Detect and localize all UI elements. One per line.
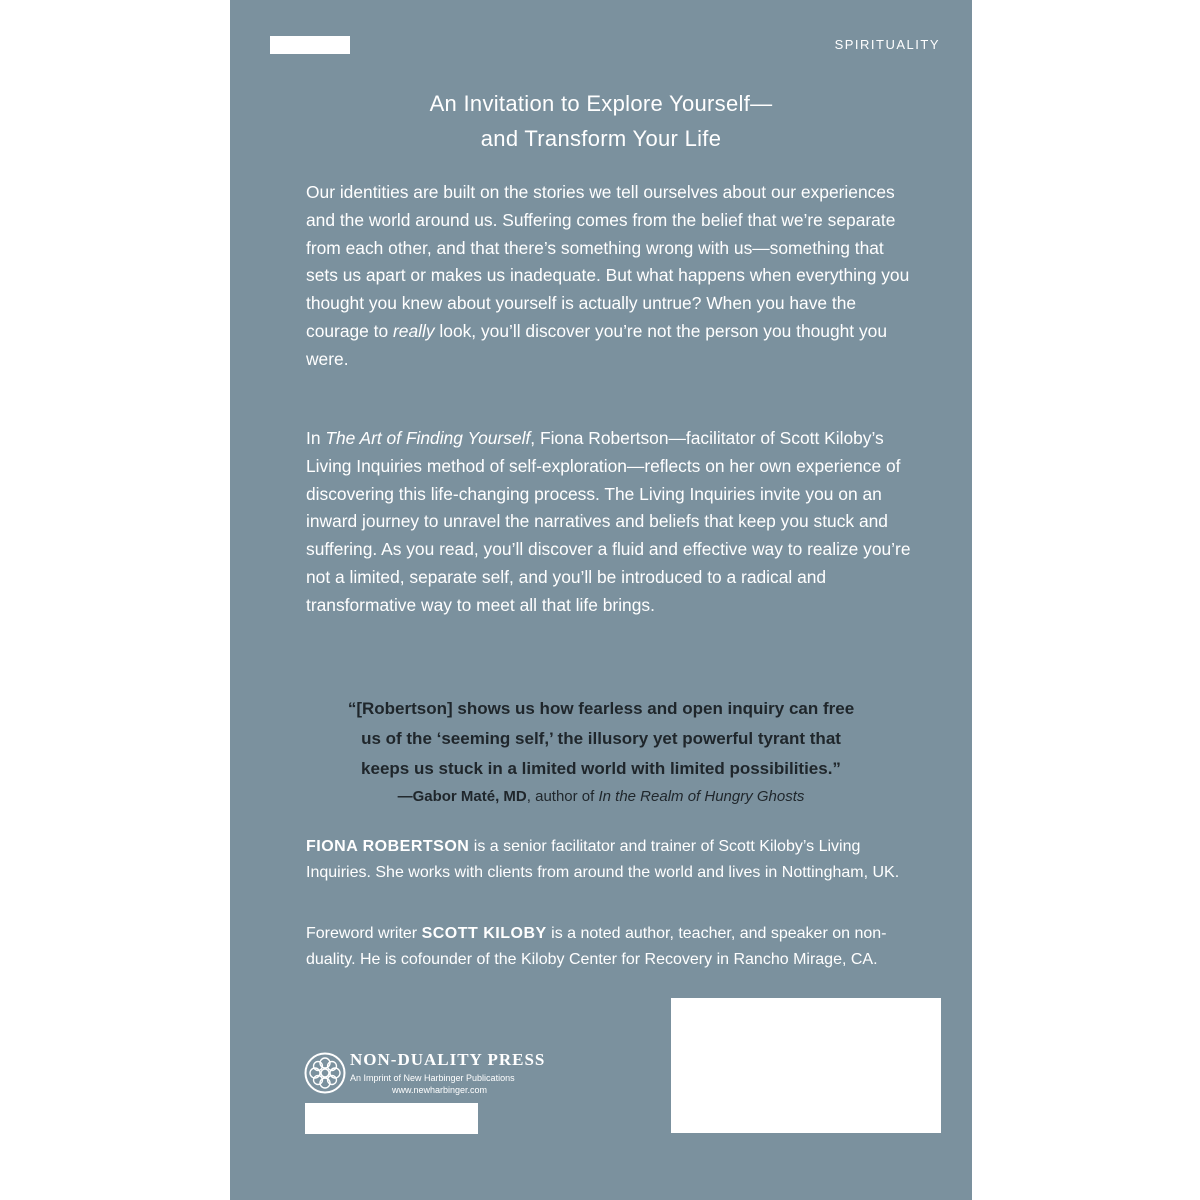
description-text-2: , Fiona Robertson—facilitator of Scott Kiloby’s Living Inquiries method of self-exploration—reflects on her own experience of discovering this life-changing process. The Living Inquiries invite you on an inward journey to unravel the narratives and beliefs that keep you stuck and suffering. As you read, you’ll discover a fluid and effective way to realize you’re not a limited, separate self, and you’ll be introduced to a radical and transformative way to meet all that life brings. [306,428,911,615]
quote-line-2: us of the ‘seeming self,’ the illusory yet powerful tyrant that [361,729,841,748]
description-paragraph-2 [306,425,916,620]
foreword-name: SCOTT KILOBY [421,925,547,942]
foreword-bio-text: is a noted author, teacher, and speaker on non-duality. He is cofounder of the Kiloby Center for Recovery in Rancho Mirage, CA. [306,925,887,968]
quote-line-3: keeps us stuck in a limited world with limited possibilities.” [361,759,841,778]
description-text-1b: look, you’ll discover you’re not the person you thought you were. [306,320,888,369]
description-prefix: In [306,428,326,448]
publisher-block [304,1050,604,1098]
endorser-name: —Gabor Maté, MD [397,788,527,805]
publisher-url: www.newharbinger.com [392,1085,488,1095]
isbn-sticker-blank [305,1103,478,1134]
description-paragraph-1 [306,179,916,374]
publisher-imprint: An Imprint of New Harbinger Publications [350,1073,515,1083]
headline-line-1: An Invitation to Explore Yourself— [429,91,773,116]
endorser-book: In the Realm of Hungry Ghosts [598,788,805,805]
author-bio [306,834,906,886]
mandala-logo-icon [304,1052,346,1094]
quote-line-1: “[Robertson] shows us how fearless and open inquiry can free [347,699,855,718]
headline-line-2: and Transform Your Life [480,126,722,151]
category-label: SPIRITUALITY [834,37,940,52]
endorser-role: , author of [526,788,599,805]
foreword-bio [306,921,906,973]
emphasis-really: really [393,320,435,341]
author-bio-text: is a senior facilitator and trainer of Scott Kiloby’s Living Inquiries. She works with clients from around the world and lives in Nottingham, UK. [306,838,900,881]
author-name: FIONA ROBERTSON [306,838,470,855]
quote-attribution [270,784,932,810]
barcode-area-blank [671,998,941,1133]
publisher-name: NON-DUALITY PRESS [350,1050,546,1069]
price-sticker-blank [270,36,350,54]
book-back-cover [230,0,972,1200]
headline [230,86,972,156]
description-text-1a: Our identities are built on the stories we tell ourselves about our experiences and the world around us. Suffering comes from the belief that we’re separate from each other, and that there’s something wrong with us—something that sets us apart or makes us inadequate. But what happens when everything you thought you knew about yourself is actually untrue? When you have the courage to [306,182,910,341]
book-title: The Art of Finding Yourself [325,428,531,448]
endorsement-quote [270,694,932,784]
foreword-prefix: Foreword writer [306,925,422,942]
